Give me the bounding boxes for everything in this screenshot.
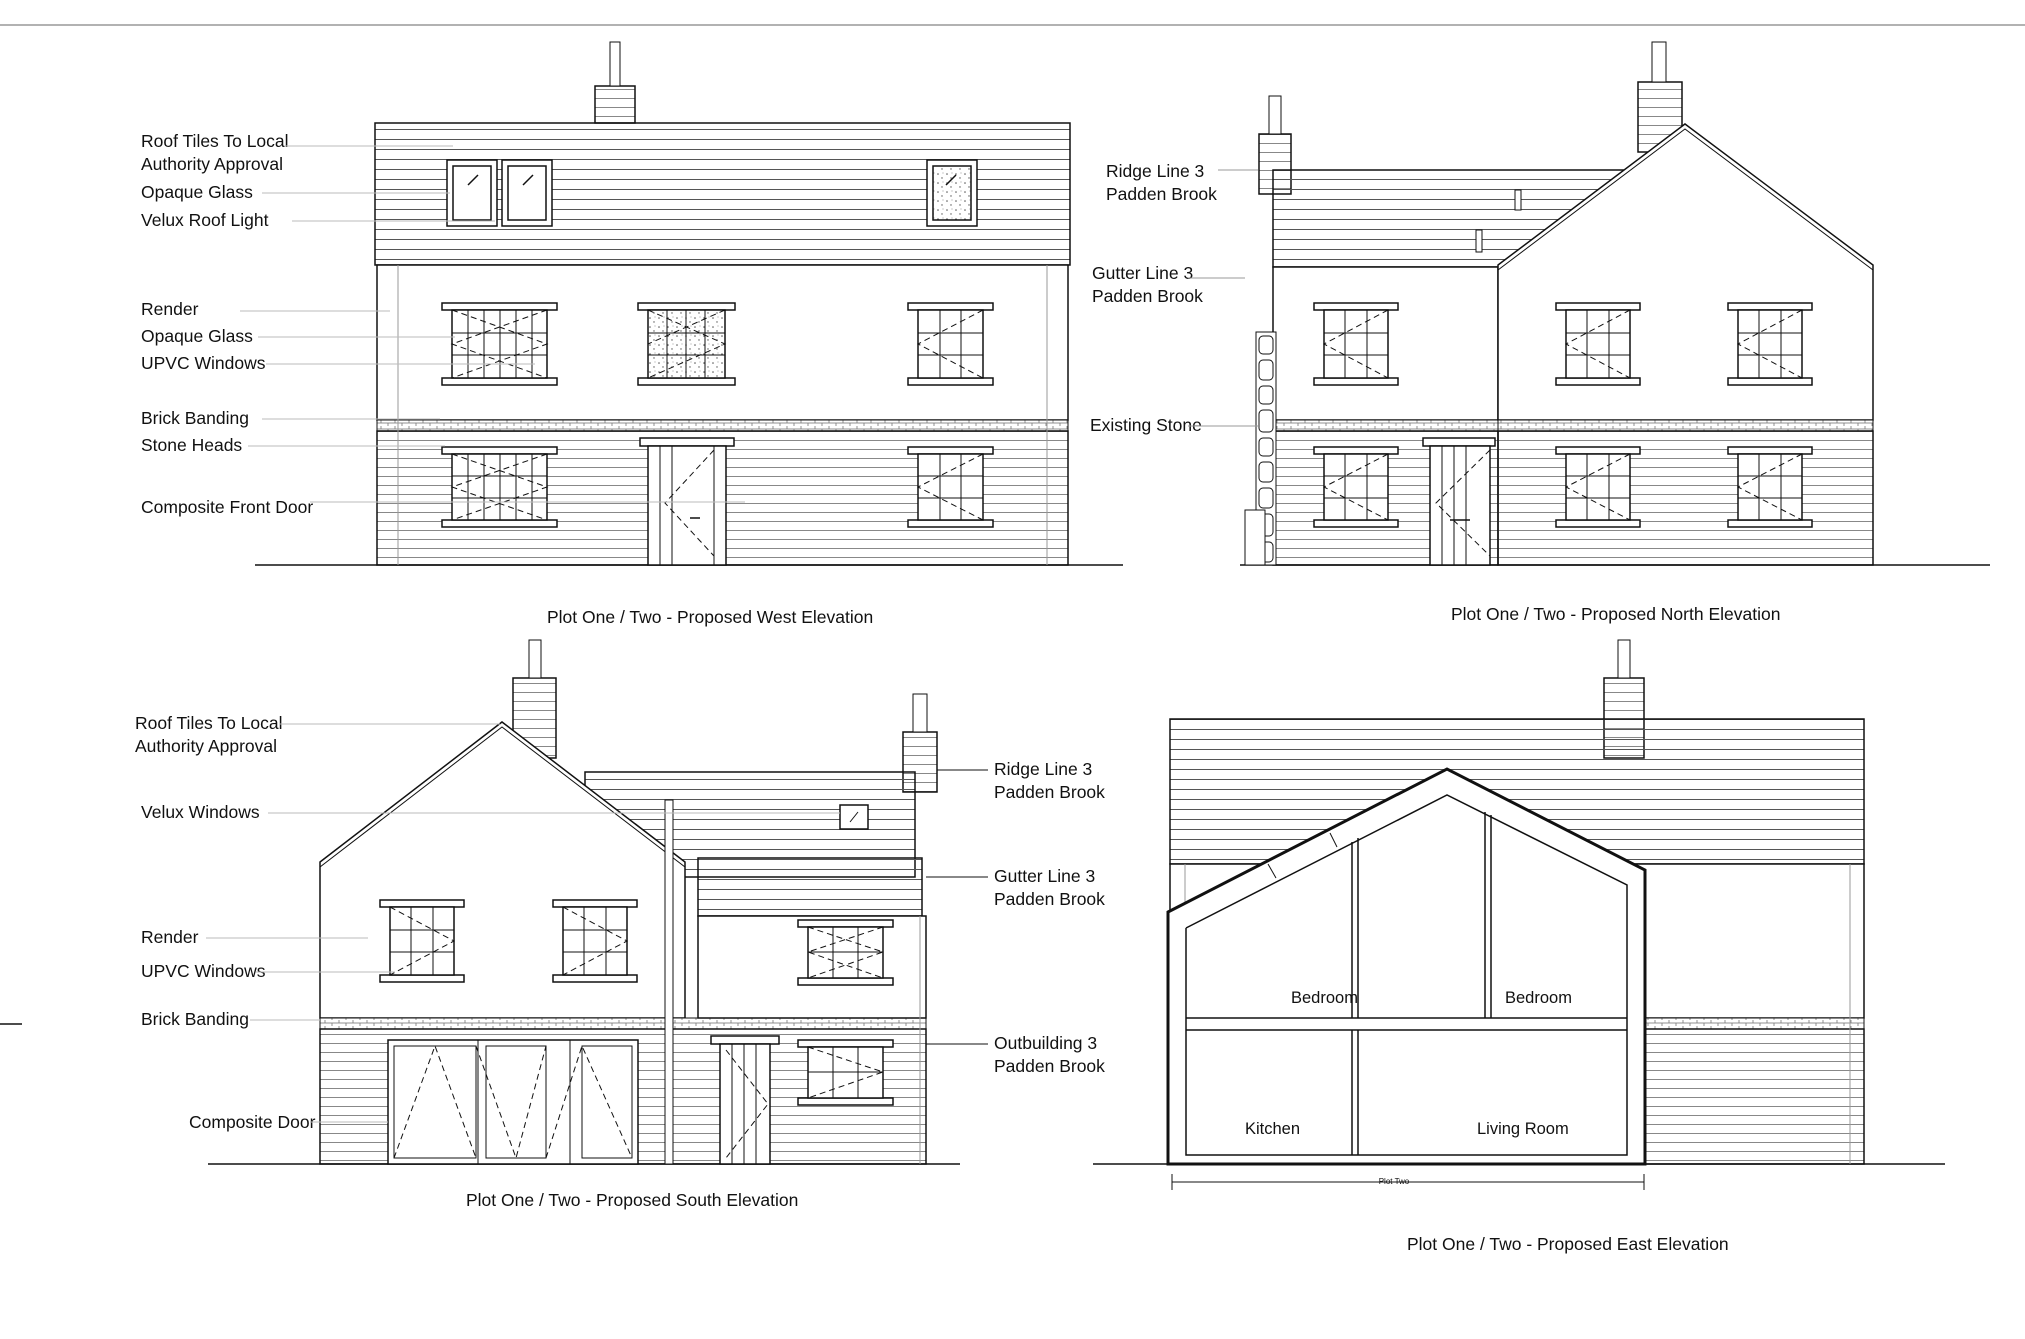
label-render: Render <box>141 299 199 319</box>
label-opaque-glass-roof: Opaque Glass <box>141 182 253 202</box>
label-ridge-padden-brook: Padden Brook <box>1106 184 1217 204</box>
brick-banding <box>377 420 1068 431</box>
label-gutter-padden-brook: Padden Brook <box>994 889 1105 909</box>
room-label-bedroom-left: Bedroom <box>1291 989 1358 1007</box>
north-elevation-caption: Plot One / Two - Proposed North Elevation <box>1451 604 1781 624</box>
label-roof-tiles: Roof Tiles To Local <box>135 713 283 733</box>
label-ridge-line: Ridge Line 3 <box>1106 161 1205 181</box>
label-velux-roof-light: Velux Roof Light <box>141 210 269 230</box>
outbuilding-door <box>711 1036 779 1164</box>
room-label-bedroom-right: Bedroom <box>1505 989 1572 1007</box>
label-roof-tiles: Roof Tiles To Local <box>141 131 289 151</box>
label-outbuilding-padden-brook: Padden Brook <box>994 1056 1105 1076</box>
label-composite-door: Composite Door <box>189 1112 316 1132</box>
east-elevation-caption: Plot One / Two - Proposed East Elevation <box>1407 1234 1729 1254</box>
gable-wall <box>320 722 685 1018</box>
north-annotations <box>1090 161 1258 435</box>
label-composite-front-door: Composite Front Door <box>141 497 314 517</box>
label-brick-banding: Brick Banding <box>141 408 249 428</box>
label-authority-approval: Authority Approval <box>135 736 278 756</box>
composite-bifold-doors <box>388 1040 638 1164</box>
north-door <box>1423 438 1495 565</box>
label-authority-approval: Authority Approval <box>141 154 284 174</box>
existing-stone-wall <box>1245 332 1276 565</box>
chimney <box>595 86 635 123</box>
label-upvc-windows: UPVC Windows <box>141 961 266 981</box>
label-velux-windows: Velux Windows <box>141 802 260 822</box>
label-stone-heads: Stone Heads <box>141 435 243 455</box>
label-render: Render <box>141 927 199 947</box>
east-elevation <box>1093 640 1945 1254</box>
label-gutter-line: Gutter Line 3 <box>994 866 1096 886</box>
outbuilding-roof <box>698 858 922 916</box>
west-elevation <box>141 42 1123 627</box>
room-label-living-room: Living Room <box>1477 1120 1569 1138</box>
label-upvc-windows: UPVC Windows <box>141 353 266 373</box>
dimension-label: Plot Two <box>1378 1177 1410 1186</box>
label-opaque-glass: Opaque Glass <box>141 326 253 346</box>
label-gutter-line: Gutter Line 3 <box>1092 263 1194 283</box>
south-elevation-caption: Plot One / Two - Proposed South Elevation <box>466 1190 799 1210</box>
label-outbuilding: Outbuilding 3 <box>994 1033 1098 1053</box>
label-brick-banding: Brick Banding <box>141 1009 249 1029</box>
north-elevation <box>1090 42 1990 624</box>
west-elevation-caption: Plot One / Two - Proposed West Elevation <box>547 607 874 627</box>
south-elevation <box>135 640 1105 1210</box>
gable-wall <box>1498 124 1873 420</box>
label-ridge-line: Ridge Line 3 <box>994 759 1093 779</box>
chimney-pot <box>610 42 620 86</box>
room-label-kitchen: Kitchen <box>1245 1120 1301 1138</box>
label-ridge-padden-brook: Padden Brook <box>994 782 1105 802</box>
plot-dimension <box>1172 1174 1644 1190</box>
label-existing-stone: Existing Stone <box>1090 415 1202 435</box>
label-gutter-padden-brook: Padden Brook <box>1092 286 1203 306</box>
